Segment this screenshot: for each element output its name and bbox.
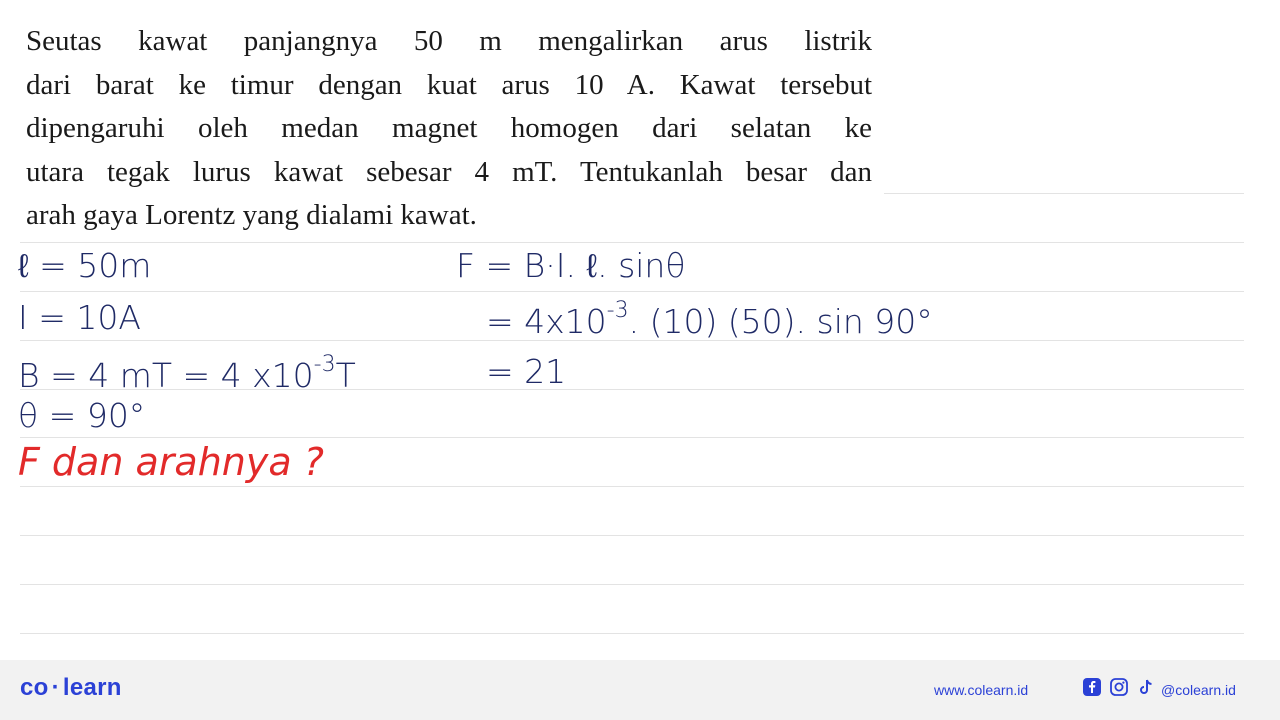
ruled-line: [20, 242, 1244, 243]
ruled-line: [20, 437, 1244, 438]
lorentz-result: = 21: [486, 352, 567, 391]
social-handle[interactable]: @colearn.id: [1161, 682, 1236, 698]
known-field-exponent: -3: [313, 352, 336, 377]
social-icons: [1082, 677, 1156, 697]
problem-line: utara tegak lurus kawat sebesar 4 mT. Tentukanlah besar dan: [26, 155, 872, 188]
substitution-b: . (10) (50). sin 90°: [628, 302, 933, 341]
ruled-line: [20, 584, 1244, 585]
logo-dot: ·: [51, 674, 60, 701]
problem-line: Seutas kawat panjangnya 50 m mengalirkan arus listrik: [26, 25, 872, 57]
facebook-icon[interactable]: [1082, 677, 1102, 697]
known-field-main: B = 4 mT = 4 x10: [18, 356, 314, 395]
question-note: F dan arahnya ?: [18, 440, 324, 484]
substitution-a: = 4x10: [486, 302, 607, 341]
ruled-line: [20, 633, 1244, 634]
tiktok-icon[interactable]: [1136, 677, 1156, 697]
ruled-line: [884, 193, 1244, 194]
ruled-line: [20, 486, 1244, 487]
substitution-exponent: -3: [606, 298, 629, 323]
lorentz-formula: F = B·I. ℓ. sinθ: [456, 246, 686, 285]
known-length: ℓ = 50m: [18, 246, 152, 285]
footer-bar: [0, 660, 1280, 720]
known-field-unit: T: [335, 356, 356, 395]
ruled-line: [20, 291, 1244, 292]
logo-learn: learn: [62, 674, 122, 701]
logo-co: co: [20, 674, 49, 701]
known-angle: θ = 90°: [18, 396, 146, 435]
known-current: I = 10A: [18, 298, 141, 337]
instagram-icon[interactable]: [1109, 677, 1129, 697]
website-link[interactable]: www.colearn.id: [934, 682, 1029, 698]
problem-line: arah gaya Lorentz yang dialami kawat.: [26, 199, 477, 231]
lorentz-substitution: [486, 298, 933, 341]
problem-statement: [26, 20, 872, 238]
known-field: [18, 352, 356, 395]
colearn-logo[interactable]: [20, 674, 122, 702]
ruled-line: [20, 535, 1244, 536]
problem-line: dipengaruhi oleh medan magnet homogen dari selatan ke: [26, 112, 872, 144]
problem-line: dari barat ke timur dengan kuat arus 10 A. Kawat tersebut: [26, 68, 872, 101]
